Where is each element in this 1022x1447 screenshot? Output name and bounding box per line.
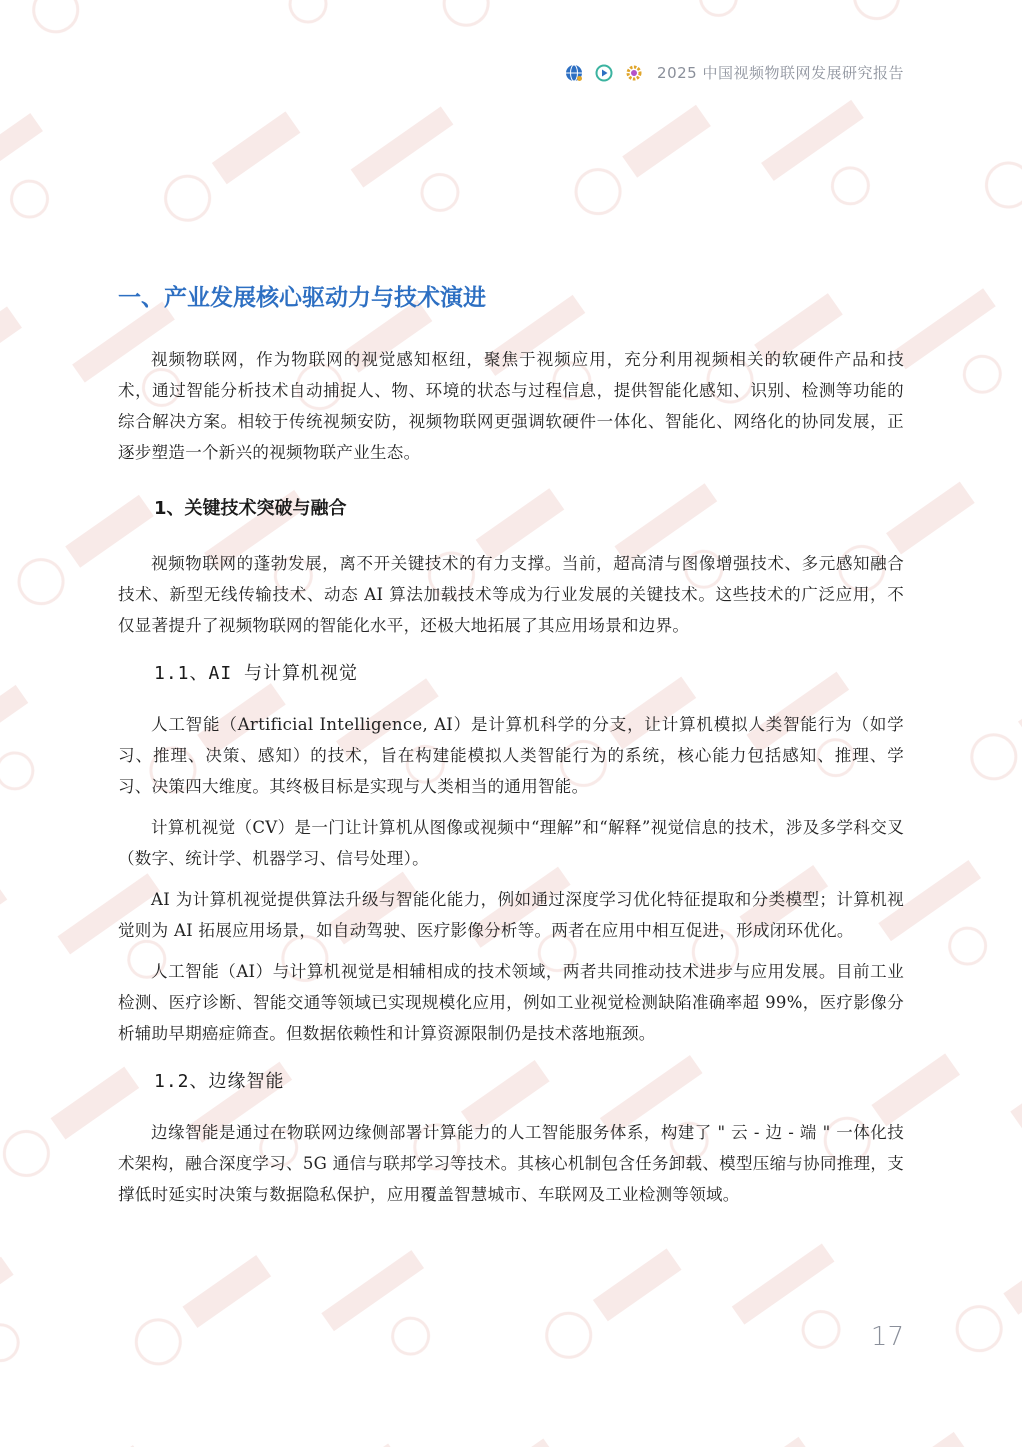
ai-cv-relation-paragraph: AI 为计算机视觉提供算法升级与智能化能力，例如通过深度学习优化特征提取和分类模型；计算机视觉则为 AI 拓展应用场景，如自动驾驶、医疗影像分析等。两者在应用中相互促进，形成闭环优化。 bbox=[118, 890, 904, 940]
play-icon bbox=[595, 64, 613, 82]
gear-icon bbox=[625, 64, 643, 82]
header-icons bbox=[565, 64, 643, 82]
subsection-title-key-tech: 1、关键技术突破与融合 bbox=[154, 498, 347, 519]
subsection-title-edge-intelligence: 1.2、边缘智能 bbox=[154, 1071, 285, 1092]
cv-definition-paragraph: 计算机视觉（CV）是一门让计算机从图像或视频中“理解”和“解释”视觉信息的技术，涉及多学科交叉（数字、统计学、机器学习、信号处理）。 bbox=[118, 818, 904, 868]
section-intro-paragraph: 视频物联网，作为物联网的视觉感知枢纽，聚焦于视频应用，充分利用视频相关的软硬件产品和技术，通过智能分析技术自动捕捉人、物、环境的状态与过程信息，提供智能化感知、识别、检测等功能的综合解决方案。相较于传统视频安防，视频物联网更强调软硬件一体化、智能化、网络化的协同发展，正逐步塑造一个新兴的视频物联产业生态。 bbox=[118, 350, 904, 462]
page-header bbox=[565, 62, 904, 83]
main-content bbox=[118, 278, 904, 1210]
key-tech-paragraph: 视频物联网的蓬勃发展，离不开关键技术的有力支撑。当前，超高清与图像增强技术、多元感知融合技术、新型无线传输技术、动态 AI 算法加载技术等成为行业发展的关键技术。这些技术的广泛应用，不仅显著提升了视频物联网的智能化水平，还极大地拓展了其应用场景和边界。 bbox=[118, 554, 904, 635]
ai-cv-applications-paragraph: 人工智能（AI）与计算机视觉是相辅相成的技术领域，两者共同推动技术进步与应用发展。目前工业检测、医疗诊断、智能交通等领域已实现规模化应用，例如工业视觉检测缺陷准确率超 99%，医疗影像分析辅助早期癌症筛查。但数据依赖性和计算资源限制仍是技术落地瓶颈。 bbox=[118, 962, 904, 1043]
ai-definition-paragraph: 人工智能（Artificial Intelligence, AI）是计算机科学的分支，让计算机模拟人类智能行为（如学习、推理、决策、感知）的技术，旨在构建能模拟人类智能行为的系统，核心能力包括感知、推理、学习、决策四大维度。其终极目标是实现与人类相当的通用智能。 bbox=[118, 715, 904, 796]
subsection-title-ai-cv: 1.1、AI 与计算机视觉 bbox=[154, 663, 359, 684]
edge-intelligence-paragraph: 边缘智能是通过在物联网边缘侧部署计算能力的人工智能服务体系，构建了 " 云 - 边 - 端 " 一体化技术架构，融合深度学习、5G 通信与联邦学习等技术。其核心机制包含任务卸载、模型压缩与协同推理，支撑低时延实时决策与数据隐私保护，应用覆盖智慧城市、车联网及工业检测等领域。 bbox=[118, 1123, 904, 1204]
section-title: 一、产业发展核心驱动力与技术演进 bbox=[118, 285, 486, 311]
page-number: 17 bbox=[870, 1322, 904, 1352]
globe-icon bbox=[565, 64, 583, 82]
report-title: 2025 中国视频物联网发展研究报告 bbox=[657, 64, 904, 82]
